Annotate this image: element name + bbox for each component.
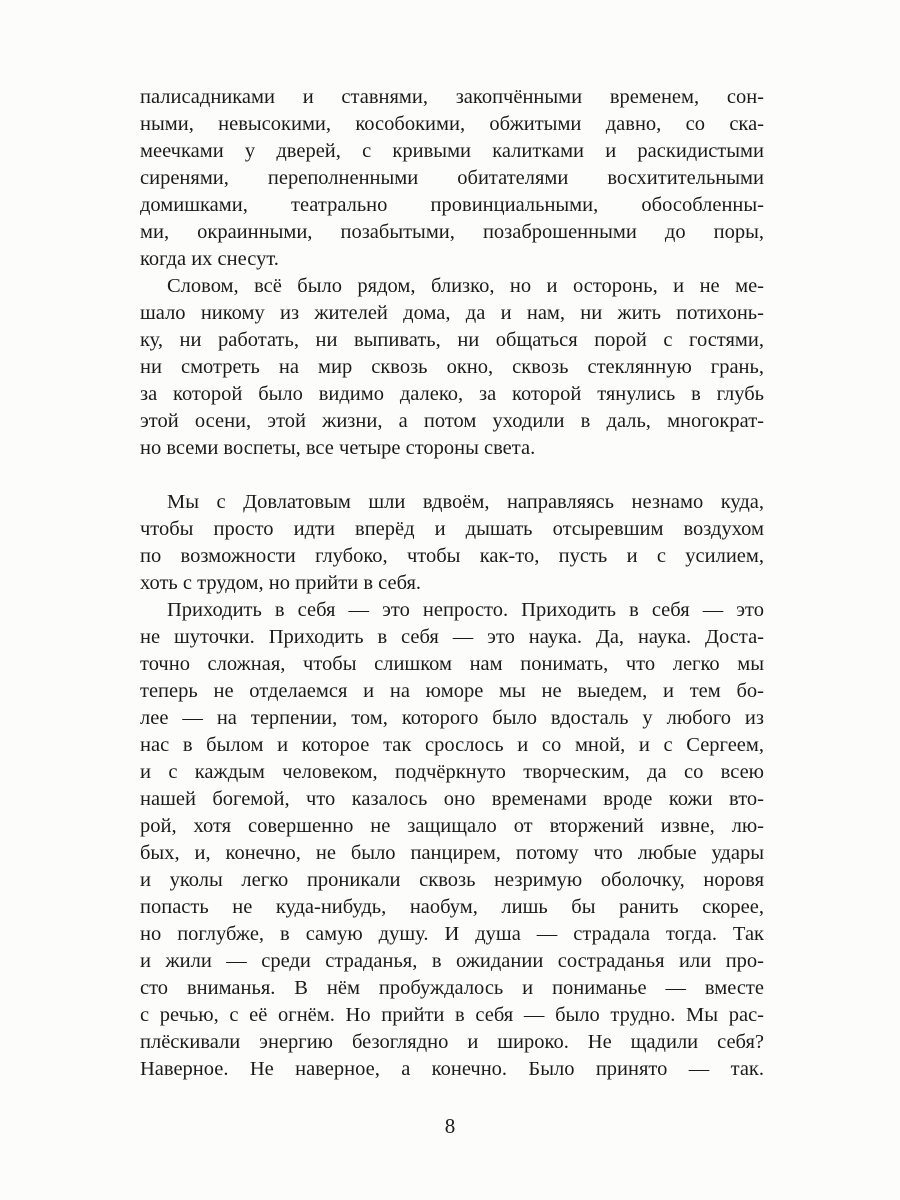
text-line: за которой было видимо далеко, за которой тянулись в глубь (140, 383, 764, 405)
text-line: не шуточки. Приходить в себя — это наука. Да, наука. Доста- (140, 626, 764, 648)
paragraph (140, 597, 764, 1083)
text-line: рой, хотя совершенно не защищало от вторжений извне, лю- (140, 815, 764, 837)
text-line: ными, невысокими, кособокими, обжитыми давно, со ска- (140, 113, 764, 135)
text-line: Мы с Довлатовым шли вдвоём, направляясь незнамо куда, (167, 491, 764, 513)
text-line: палисадниками и ставнями, закопчёнными временем, сон- (140, 86, 764, 108)
text-line: ми, окраинными, позабытыми, позаброшенными до поры, (140, 221, 764, 243)
text-line: и уколы легко проникали сквозь незримую оболочку, норовя (140, 869, 764, 891)
text-line: сиренями, переполненными обитателями восхитительными (140, 167, 764, 189)
text-line: когда их снесут. (140, 248, 279, 270)
text-line: ку, ни работать, ни выпивать, ни общаться порой с гостями, (140, 329, 764, 351)
text-line: чтобы просто идти вперёд и дышать отсыревшим воздухом (140, 518, 764, 540)
text-line: Словом, всё было рядом, близко, но и осторонь, и не ме- (167, 275, 764, 297)
text-line: и жили — среди страданья, в ожидании состраданья или про- (140, 950, 764, 972)
paragraph (140, 489, 764, 597)
text-line: но всеми воспеты, все четыре стороны света. (140, 437, 536, 459)
text-line: домишками, театрально провинциальными, обособленны- (140, 194, 764, 216)
text-line: нашей богемой, что казалось оно временами вроде кожи вто- (140, 788, 764, 810)
text-line: по возможности глубоко, чтобы как-то, пусть и с усилием, (140, 545, 764, 567)
page-number: 8 (444, 1114, 456, 1138)
text-line: сто вниманья. В нём пробуждалось и пониманье — вместе (140, 977, 764, 999)
text-line: точно сложная, чтобы слишком нам понимать, что легко мы (140, 653, 764, 675)
text-line: но поглубже, в самую душу. И душа — страдала тогда. Так (140, 923, 764, 945)
text-line: Приходить в себя — это непросто. Приходить в себя — это (167, 599, 764, 621)
text-line: Наверное. Не наверное, а конечно. Было принято — так. (140, 1058, 764, 1080)
page-text-block (140, 84, 764, 1083)
text-line: этой осени, этой жизни, а потом уходили в даль, многократ- (140, 410, 764, 432)
text-line: попасть не куда-нибудь, наобум, лишь бы ранить скорее, (140, 896, 764, 918)
text-line: хоть с трудом, но прийти в себя. (140, 572, 422, 594)
paragraph (140, 84, 764, 273)
text-line: бых, и, конечно, не было панцирем, потому что любые удары (140, 842, 764, 864)
paragraph (140, 273, 764, 462)
text-line: и с каждым человеком, подчёркнуто творческим, да со всею (140, 761, 764, 783)
text-line: лее — на терпении, том, которого было вдосталь у любого из (140, 707, 764, 729)
text-line: ни смотреть на мир сквозь окно, сквозь стеклянную грань, (140, 356, 764, 378)
text-line: плёскивали энергию безоглядно и широко. Не щадили себя? (140, 1031, 764, 1053)
text-line: нас в былом и которое так срослось и со мной, и с Сергеем, (140, 734, 764, 756)
text-line: с речью, с её огнём. Но прийти в себя — было трудно. Мы рас- (140, 1004, 764, 1026)
text-line: меечками у дверей, с кривыми калитками и раскидистыми (140, 140, 764, 162)
text-line: теперь не отделаемся и на юморе мы не выедем, и тем бо- (140, 680, 764, 702)
text-line: шало никому из жителей дома, да и нам, ни жить потихонь- (140, 302, 764, 324)
